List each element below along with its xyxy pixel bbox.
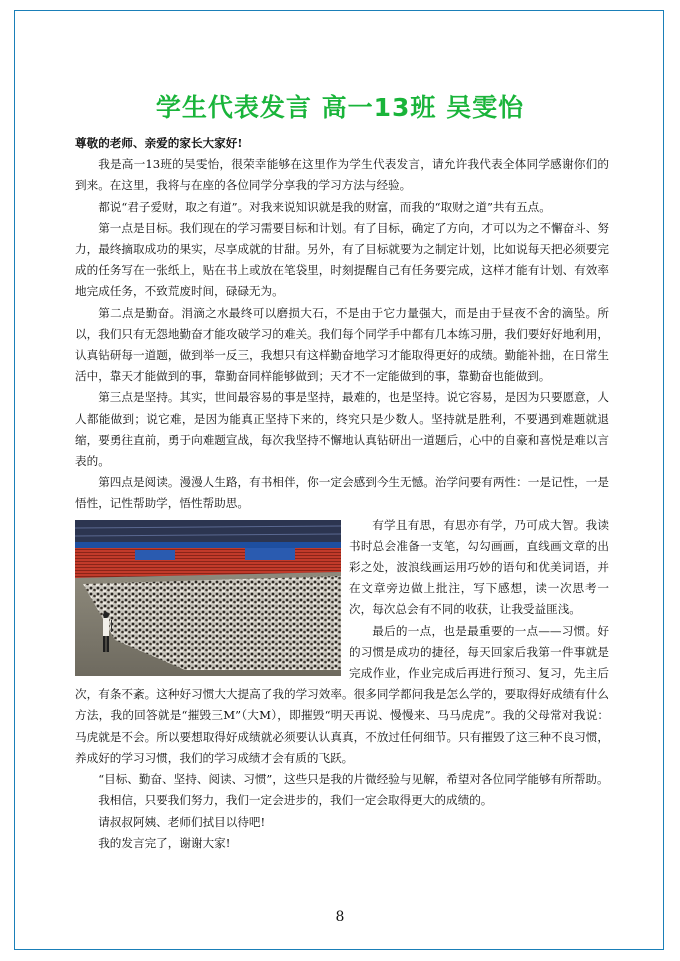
paragraph-closing: 我的发言完了，谢谢大家! — [98, 835, 231, 850]
paragraph-goal: 第一点是目标。我们现在的学习需要目标和计划。有了目标，确定了方向，才可以为之不懈奋斗、努力，最终摘取成功的果实，尽享成就的甘甜。另外，有了目标就要为之制定计划，比如说每天把必须要完成的任务写在一张纸上，贴在书上或放在笔袋里，时刻提醒自己有任务要完成，这样才能有计划、有效率地完成任务，不致荒废时间，碌碌无为。 — [75, 220, 609, 299]
paragraph-diligence: 第二点是勤奋。涓滴之水最终可以磨损大石，不是由于它力量强大，而是由于昼夜不舍的滴坠。所以，我们只有无怨地勤奋才能攻破学习的难关。我们每个同学手中都有几本练习册，我们要好好地利用，认真钻研每一道题，做到举一反三，我想只有这样勤奋地学习才能取得更好的成绩。勤能补拙，在日常生活中，靠天才能做到的事，靠勤奋同样能够做到；天才不一定能做到的事，靠勤奋也能做到。 — [75, 305, 609, 384]
paragraph-thinking: 有学且有思，有思亦有学，乃可成大智。我读书时总会准备一支笔，勾勾画画，直线画文章的出彩之处，波浪线画运用巧妙的语句和优美词语，并在文章旁边做上批注，写下感想，读一次思考一次，每次总会有不同的收获，让我受益匪浅。 — [349, 517, 609, 617]
greeting: 尊敬的老师、亲爱的家长大家好! — [75, 136, 243, 150]
paragraph-persistence: 第三点是坚持。其实，世间最容易的事是坚持，最难的，也是坚持。说它容易，是因为只要愿意，人人都能做到；说它难，是因为能真正坚持下来的，终究只是少数人。坚持就是胜利，不要遇到难题就退缩，要勇往直前，勇于向难题宣战，每次我坚持不懈地认真钻研出一道题后，心中的自豪和喜悦是难以言表的。 — [75, 390, 609, 469]
paragraph-request: 请叔叔阿姨、老师们拭目以待吧! — [98, 814, 266, 829]
assembly-photo — [75, 520, 341, 676]
paragraph-summary: “目标、勤奋、坚持、阅读、习惯”，这些只是我的片微经验与见解，希望对各位同学能够有所帮助。 — [98, 772, 609, 787]
paragraph-reading: 第四点是阅读。漫漫人生路，有书相伴，你一定会感到今生无憾。治学问要有两性：一是记性，一是悟性，记性帮助学，悟性帮助思。 — [75, 475, 609, 511]
paragraph-saying: 都说“君子爱财，取之有道”。对我来说知识就是我的财富，而我的“取财之道”共有五点。 — [98, 199, 551, 214]
paragraph-habit: 最后的一点，也是最重要的一点——习惯。好的习惯是成功的捷径，每天回家后我第一件事就是完成作业，作业完成后再进行预习、复习，先主后次，有条不紊。这种好习惯大大提高了我的学习效率。很多同学都问我是怎么学的，要取得好成绩有什么方法，我的回答就是“摧毁三M”（大M），即摧毁“明天再说、慢慢来、马马虎虎”。我的父母常对我说：马虎就是不会。所以要想取得好成绩就必须要认认真真，不放过任何细节。只有摧毁了这三种不良习惯，养成好的学习习惯，我们的学习成绩才会有质的飞跃。 — [75, 623, 609, 765]
paragraph-intro: 我是高一13班的吴雯怡，很荣幸能够在这里作为学生代表发言，请允许我代表全体同学感谢你们的到来。在这里，我将与在座的各位同学分享我的学习方法与经验。 — [75, 157, 609, 193]
article-body — [75, 133, 609, 854]
assembly-photo-image — [75, 520, 341, 676]
page-title: 学生代表发言 高一13班 吴雯怡 — [155, 93, 525, 122]
paragraph-belief: 我相信，只要我们努力，我们一定会进步的，我们一定会取得更大的成绩的。 — [98, 793, 493, 808]
page-number: 8 — [335, 909, 345, 925]
